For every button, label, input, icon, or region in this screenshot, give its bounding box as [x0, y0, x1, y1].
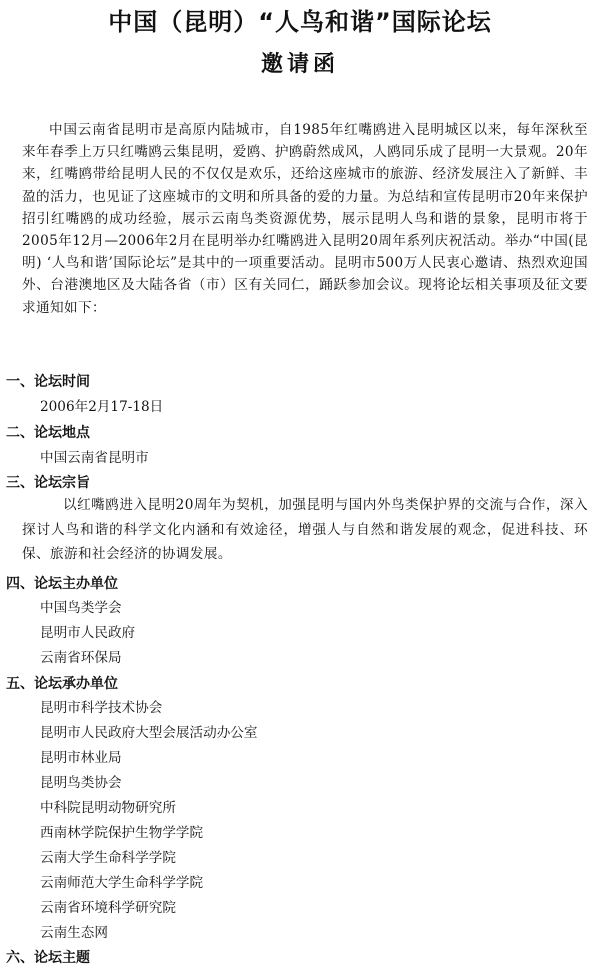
document-subtitle: 邀请函	[260, 52, 339, 77]
organizer-item: 云南省环保局	[40, 650, 122, 666]
section-heading-organizers: 四、论坛主办单位	[6, 576, 118, 592]
co-organizer-item: 云南省环境科学研究院	[40, 900, 176, 916]
organizer-item: 昆明市人民政府	[40, 625, 136, 641]
co-organizer-item: 云南大学生命科学学院	[40, 850, 176, 866]
section-heading-co-organizers: 五、论坛承办单位	[6, 676, 118, 692]
forum-date: 2006年2月17-18日	[40, 399, 164, 415]
section-heading-purpose: 三、论坛宗旨	[6, 475, 90, 491]
co-organizer-item: 昆明鸟类协会	[40, 775, 122, 791]
co-organizer-item: 中科院昆明动物研究所	[40, 800, 176, 816]
co-organizer-item: 西南林学院保护生物学学院	[40, 825, 204, 841]
purpose-paragraph: 以红嘴鸥进入昆明20周年为契机，加强昆明与国内外鸟类保护界的交流与合作，深入探讨人鸟和谐的科学文化内涵和有效途径，增强人与自然和谐发展的观念，促进科技、环保、旅游和社会经济的协调发展。	[22, 497, 588, 562]
organizer-item: 中国鸟类学会	[40, 600, 122, 616]
section-heading-theme: 六、论坛主题	[6, 950, 90, 966]
co-organizer-item: 昆明市林业局	[40, 750, 122, 766]
section-heading-location: 二、论坛地点	[6, 425, 90, 441]
co-organizer-item: 云南师范大学生命科学学院	[40, 875, 204, 891]
document-title: 中国（昆明）“人鸟和谐”国际论坛	[108, 8, 492, 36]
co-organizer-item: 昆明市科学技术协会	[40, 700, 163, 716]
intro-paragraph: 中国云南省昆明市是高原内陆城市，自1985年红嘴鸥进入昆明城区以来，每年深秋至来年春季上万只红嘴鸥云集昆明，爱鸥、护鸥蔚然成风，人鸥同乐成了昆明一大景观。20年来，红嘴鸥带给昆明人民的不仅仅是欢乐，还给这座城市的旅游、经济发展注入了新鲜、丰盈的活力，也见证了这座城市的文明和所具备的爱的力量。为总结和宣传昆明市20年来保护招引红嘴鸥的成功经验，展示云南鸟类资源优势，展示昆明人鸟和谐的景象，昆明市将于2005年12月—2006年2月在昆明举办红嘴鸥进入昆明20周年系列庆祝活动。举办“中国(昆明) ‘人鸟和谐’国际论坛”是其中的一项重要活动。昆明市500万人民衷心邀请、热烈欢迎国外、台港澳地区及大陆各省（市）区有关同仁，踊跃参加会议。现将论坛相关事项及征文要求通知如下：	[22, 122, 588, 316]
forum-location: 中国云南省昆明市	[40, 450, 149, 466]
section-heading-time: 一、论坛时间	[6, 374, 90, 390]
co-organizer-item: 云南生态网	[40, 925, 108, 941]
co-organizer-item: 昆明市人民政府大型会展活动办公室	[40, 725, 258, 741]
